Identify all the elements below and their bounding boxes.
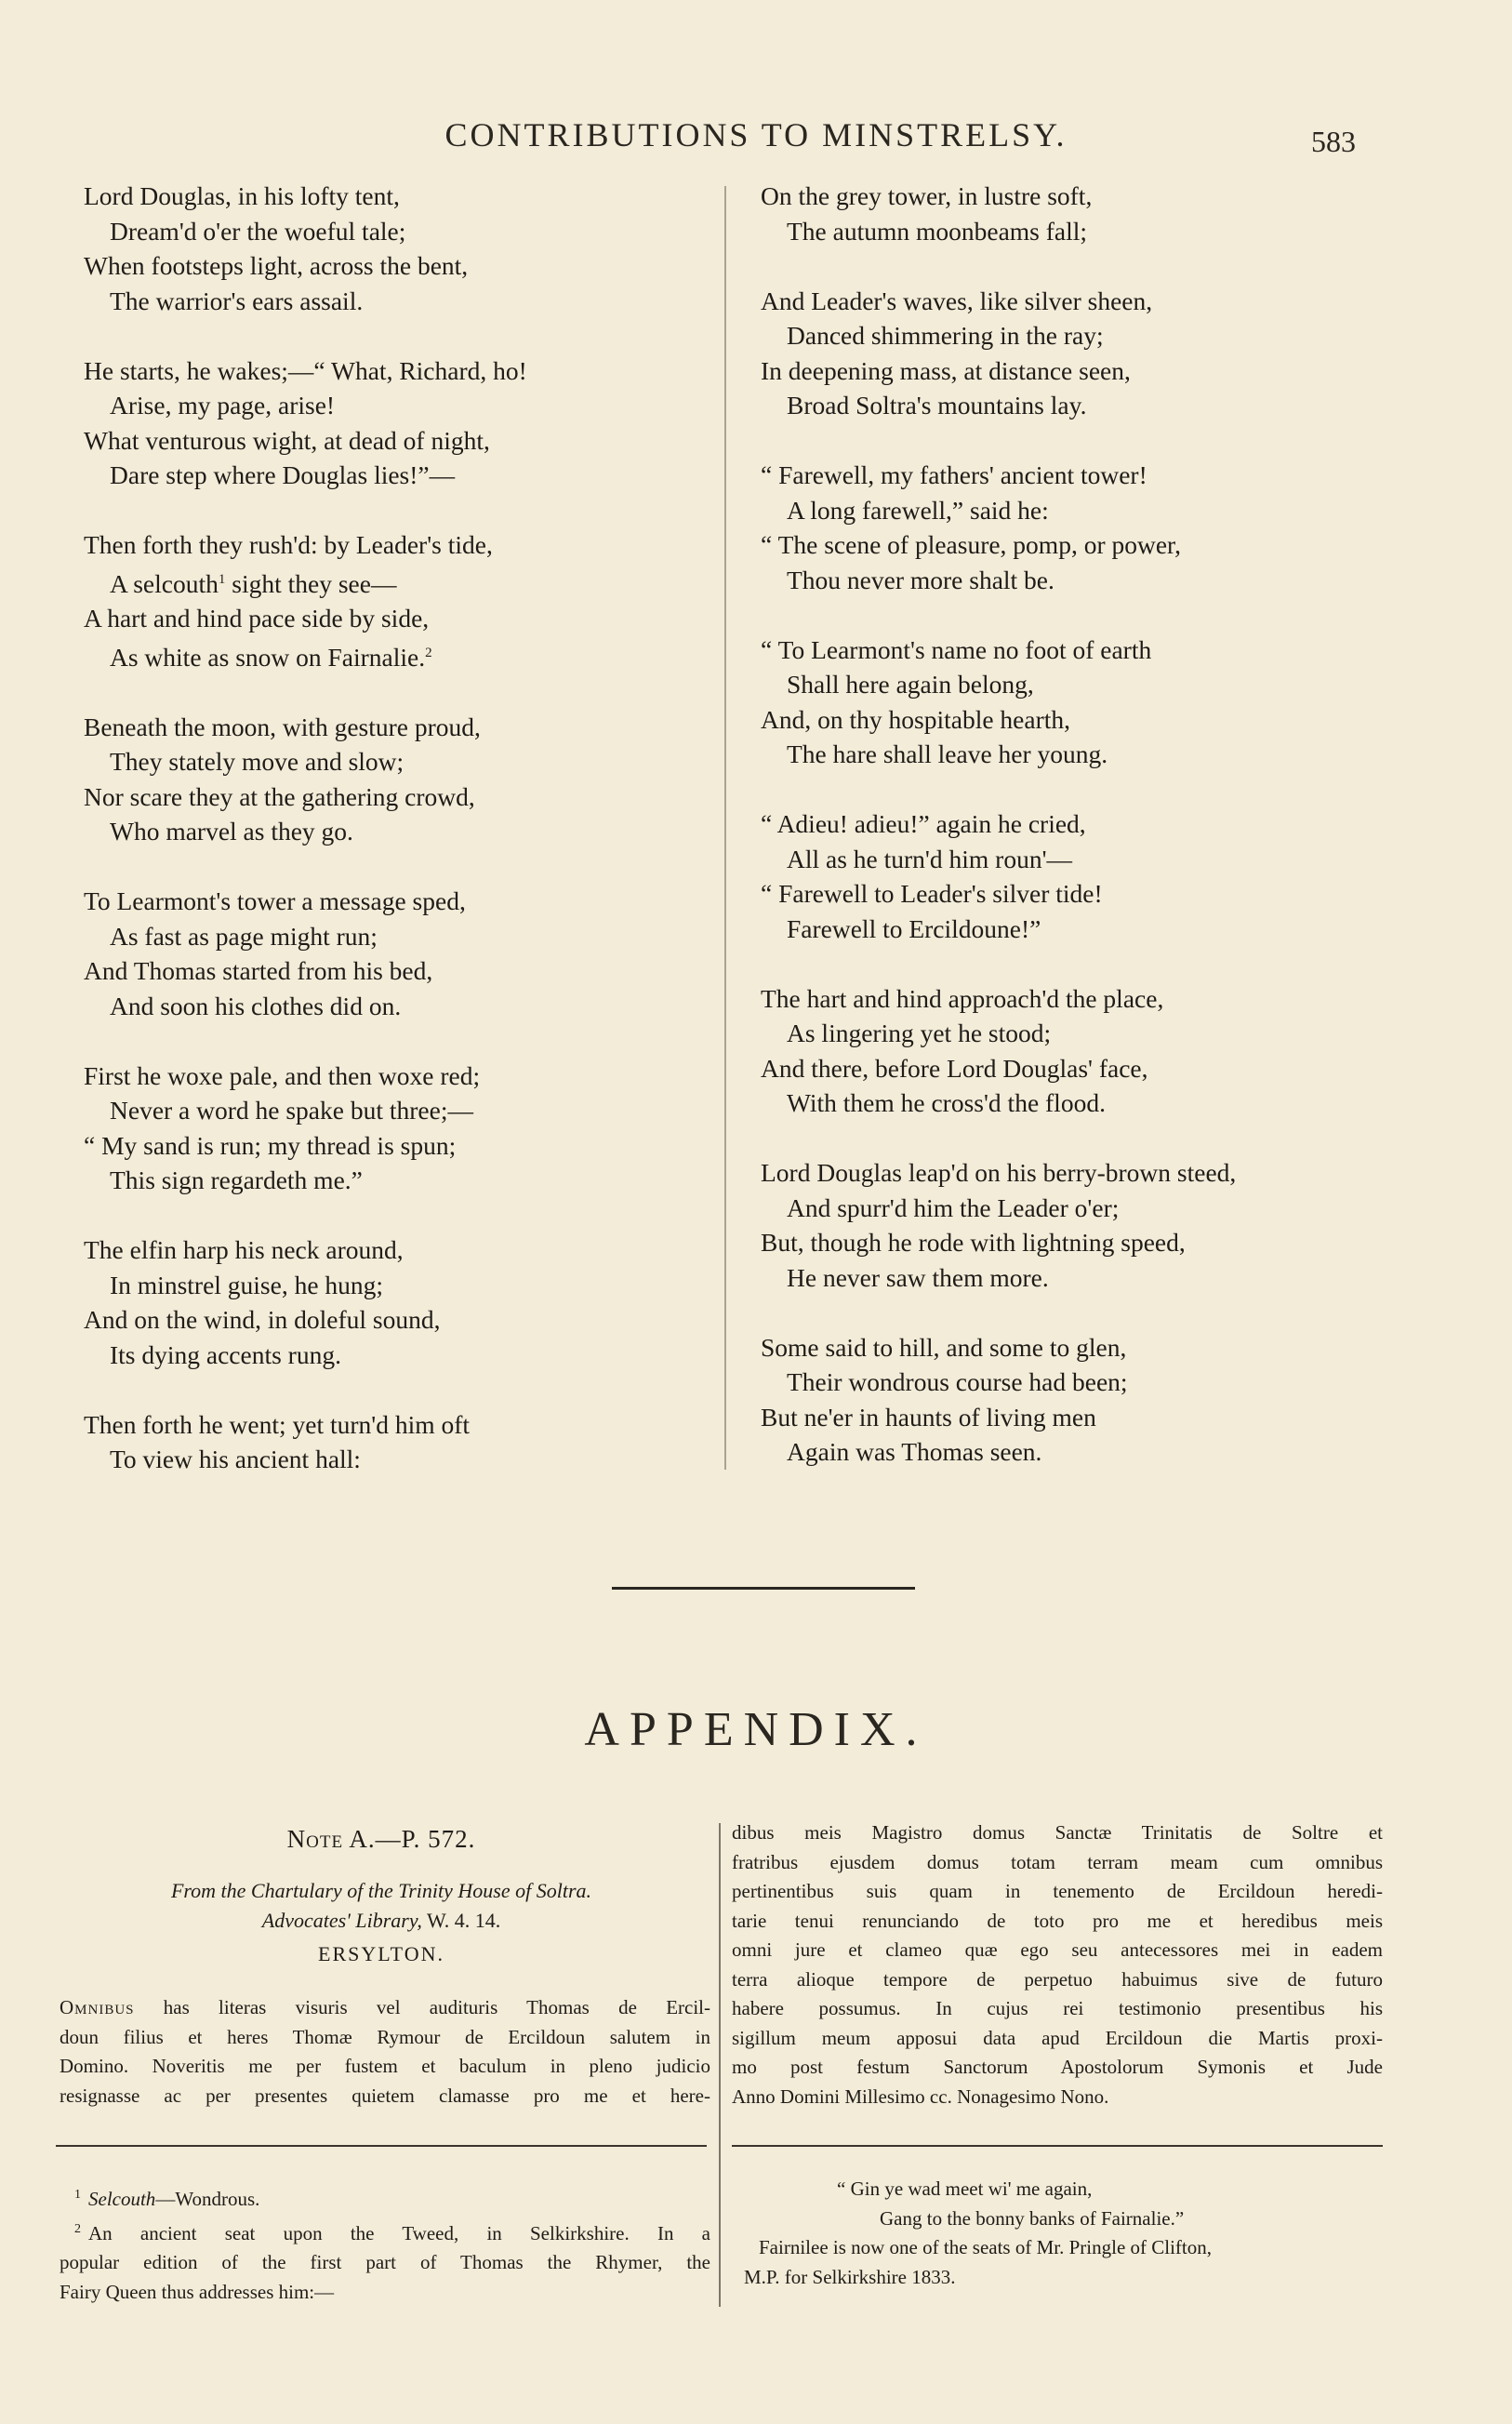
verse-line: Then forth he went; yet turn'd him oft <box>84 1409 471 1439</box>
footnote-quote-line: Gang to the bonny banks of Fairnalie.” <box>880 2206 1185 2230</box>
verse-line: “ Farewell, my fathers' ancient tower! <box>761 460 1147 489</box>
source-library: Advocates' Library, <box>261 1909 422 1932</box>
stanza <box>84 1407 725 1477</box>
verse-line: On the grey tower, in lustre soft, <box>761 181 1093 210</box>
verse-line: In minstrel guise, he hung; <box>110 1270 384 1299</box>
verse-line: What venturous wight, at dead of night, <box>84 425 490 455</box>
column-divider <box>719 1823 721 2307</box>
verse-line: This sign regardeth me.” <box>110 1165 363 1195</box>
verse-line: Their wondrous course had been; <box>787 1367 1128 1396</box>
verse-line: They stately move and slow; <box>110 747 405 777</box>
poem-column-left <box>84 179 725 1512</box>
charter-place: ERSYLTON. <box>318 1942 444 1965</box>
verse-line: First he woxe pale, and then woxe red; <box>84 1060 481 1090</box>
verse-line: “ Farewell to Leader's silver tide! <box>761 879 1103 908</box>
verse-line: When footsteps light, across the bent, <box>84 251 469 280</box>
footnote-text: An ancient seat upon the Tweed, in Selkirkshire. In a <box>88 2221 710 2244</box>
stanza <box>761 284 1412 423</box>
verse-line: And Leader's waves, like silver sheen, <box>761 286 1153 315</box>
verse-text: A selcouth <box>110 568 219 598</box>
verse-line: And soon his clothes did on. <box>110 991 402 1020</box>
verse-line: “ Adieu! adieu!” again he cried, <box>761 809 1086 838</box>
charter-line: tarie tenui renunciando de toto pro me et heredibus meis <box>732 1909 1383 1932</box>
charter-line: sigillum meum apposui data apud Ercildoun die Martis proxi- <box>732 2026 1383 2049</box>
charter-line: Domino. Noveritis me per fustem et baculum in pleno judicio <box>60 2055 710 2077</box>
verse-line: And there, before Lord Douglas' face, <box>761 1053 1148 1083</box>
verse-line: And on the wind, in doleful sound, <box>84 1305 441 1335</box>
verse-line: With them he cross'd the flood. <box>787 1088 1106 1117</box>
verse-line: Some said to hill, and some to glen, <box>761 1332 1127 1362</box>
footnote-2-line: Fairy Queen thus addresses him:— <box>60 2280 335 2303</box>
source-citation <box>56 1876 707 1936</box>
footnote-term: Selcouth <box>88 2188 156 2210</box>
verse-line: Again was Thomas seen. <box>787 1437 1042 1466</box>
charter-text-right <box>732 1818 1383 2111</box>
verse-line: The elfin harp his neck around, <box>84 1235 404 1265</box>
charter-line: omni jure et clameo quæ ego seu antecessores mei in eadem <box>732 1938 1383 1961</box>
verse-line: All as he turn'd him roun'— <box>787 844 1073 873</box>
verse-line: The hart and hind approach'd the place, <box>761 983 1164 1013</box>
verse-line: Never a word he spake but three;— <box>110 1096 473 1125</box>
source-line <box>56 1906 707 1936</box>
charter-line: fratribus ejusdem domus totam terram meam cum omnibus <box>732 1850 1383 1873</box>
verse-text: sight they see— <box>225 568 397 598</box>
charter-line: resignasse ac per presentes quietem clamasse pro me et here- <box>60 2084 710 2107</box>
verse-line: Shall here again belong, <box>787 670 1034 699</box>
charter-line: pertinentibus suis quam in tenemento de Ercildoun heredi- <box>732 1880 1383 1902</box>
source-shelfmark: W. 4. 14. <box>421 1909 501 1932</box>
running-head: CONTRIBUTIONS TO MINSTRELSY. <box>444 116 1068 153</box>
stanza <box>84 1059 725 1198</box>
footnote-quote-line: “ Gin ye wad meet wi' me again, <box>837 2178 1093 2200</box>
stanza <box>761 458 1412 597</box>
page-number: 583 <box>1311 125 1356 158</box>
verse-line <box>84 636 725 675</box>
charter-text-left <box>60 1993 710 2111</box>
charter-line: dibus meis Magistro domus Sanctæ Trinitatis de Soltre et <box>732 1821 1383 1844</box>
verse-line: Dare step where Douglas lies!”— <box>110 460 456 489</box>
stanza <box>761 806 1412 946</box>
footnote-number: 1 <box>74 2188 81 2202</box>
footnote-1 <box>60 2180 710 2215</box>
verse-line: Farewell to Ercildoune!” <box>787 913 1041 943</box>
verse-line: As lingering yet he stood; <box>787 1019 1052 1047</box>
footnote-definition: —Wondrous. <box>155 2188 260 2210</box>
verse-line: And Thomas started from his bed, <box>84 956 433 986</box>
stanza <box>761 633 1412 772</box>
footnote-continuation: Fairnilee is now one of the seats of Mr. Pringle of Clifton, <box>759 2236 1213 2258</box>
poem-column-right <box>761 179 1412 1504</box>
stanza <box>84 353 725 493</box>
verse-line: As fast as page might run; <box>110 921 378 951</box>
verse-line: A long farewell,” said he: <box>787 495 1049 525</box>
verse-line: Arise, my page, arise! <box>110 391 336 420</box>
verse-line: Its dying accents rung. <box>110 1339 341 1369</box>
footnotes-right <box>744 2175 1386 2292</box>
note-heading <box>56 1825 707 1854</box>
charter-first-word: Omnibus <box>60 1996 135 2018</box>
verse-line <box>84 563 725 602</box>
verse-line: Broad Soltra's mountains lay. <box>787 391 1087 420</box>
verse-line: “ The scene of pleasure, pomp, or power, <box>761 530 1181 559</box>
charter-line: doun filius et heres Thomæ Rymour de Ercildoun salutem in <box>60 2025 710 2048</box>
verse-line: Beneath the moon, with gesture proud, <box>84 712 481 741</box>
verse-line: “ My sand is run; my thread is spun; <box>84 1130 457 1160</box>
column-divider <box>724 186 726 1470</box>
verse-line: Danced shimmering in the ray; <box>787 321 1104 350</box>
verse-text: As white as snow on Fairnalie. <box>110 642 426 672</box>
section-divider <box>612 1587 915 1590</box>
footnotes-left <box>60 2180 710 2307</box>
verse-line: The autumn moonbeams fall; <box>787 216 1088 246</box>
stanza <box>761 1155 1412 1295</box>
verse-line: To view his ancient hall: <box>110 1445 361 1474</box>
verse-line: Lord Douglas leap'd on his berry-brown steed, <box>761 1158 1237 1187</box>
source-line: From the Chartulary of the Trinity House of Soltra. <box>170 1879 592 1902</box>
verse-line: But ne'er in haunts of living men <box>761 1402 1096 1432</box>
stanza <box>761 179 1412 248</box>
footnote-rule <box>56 2145 707 2147</box>
verse-line: A hart and hind pace side by side, <box>84 604 430 633</box>
verse-line: The hare shall leave her young. <box>787 739 1108 768</box>
verse-line: He starts, he wakes;—“ What, Richard, ho! <box>84 355 527 385</box>
verse-line: But, though he rode with lightning speed, <box>761 1228 1186 1257</box>
stanza <box>84 1232 725 1372</box>
charter-text: has literas visuris vel audituris Thomas de Ercil- <box>134 1996 710 2018</box>
verse-line: And, on thy hospitable hearth, <box>761 704 1070 734</box>
charter-line: habere possumus. In cujus rei testimonio presentibus his <box>732 1997 1383 2019</box>
footnote-2-line: popular edition of the first part of Thomas the Rhymer, the <box>60 2251 710 2273</box>
footnote-marker: 2 <box>425 645 432 660</box>
stanza <box>84 710 725 849</box>
charter-line: Anno Domini Millesimo cc. Nonagesimo Nono. <box>732 2084 1109 2108</box>
stanza <box>761 981 1412 1121</box>
stanza <box>84 527 725 674</box>
verse-line: The warrior's ears assail. <box>110 286 364 315</box>
verse-line: Then forth they rush'd: by Leader's tide, <box>84 530 493 559</box>
verse-line: Who marvel as they go. <box>110 817 353 846</box>
stanza <box>84 884 725 1023</box>
footnote-continuation: M.P. for Selkirkshire 1833. <box>744 2265 956 2288</box>
verse-line: To Learmont's tower a message sped, <box>84 886 466 916</box>
footnote-number: 2 <box>74 2221 81 2236</box>
verse-line: Lord Douglas, in his lofty tent, <box>84 181 400 210</box>
verse-line: He never saw them more. <box>787 1262 1049 1292</box>
verse-line: In deepening mass, at distance seen, <box>761 355 1131 385</box>
footnote-2-line <box>60 2215 710 2249</box>
verse-line: “ To Learmont's name no foot of earth <box>761 634 1152 664</box>
footnote-rule <box>732 2145 1383 2147</box>
note-label: Note A.—P. 572. <box>286 1825 476 1853</box>
stanza <box>84 179 725 318</box>
stanza <box>761 1330 1412 1470</box>
verse-line: And spurr'd him the Leader o'er; <box>787 1192 1120 1222</box>
verse-line: Thou never more shalt be. <box>787 565 1054 594</box>
charter-line <box>60 1993 710 2023</box>
charter-line: terra alioque tempore de perpetuo habuimus sive de futuro <box>732 1967 1383 1991</box>
charter-line: mo post festum Sanctorum Apostolorum Symonis et Jude <box>732 2056 1383 2078</box>
appendix-heading: APPENDIX. <box>584 1703 928 1756</box>
verse-line: Dream'd o'er the woeful tale; <box>110 216 406 246</box>
verse-line: Nor scare they at the gathering crowd, <box>84 781 475 811</box>
footnote-marker: 1 <box>218 571 226 587</box>
